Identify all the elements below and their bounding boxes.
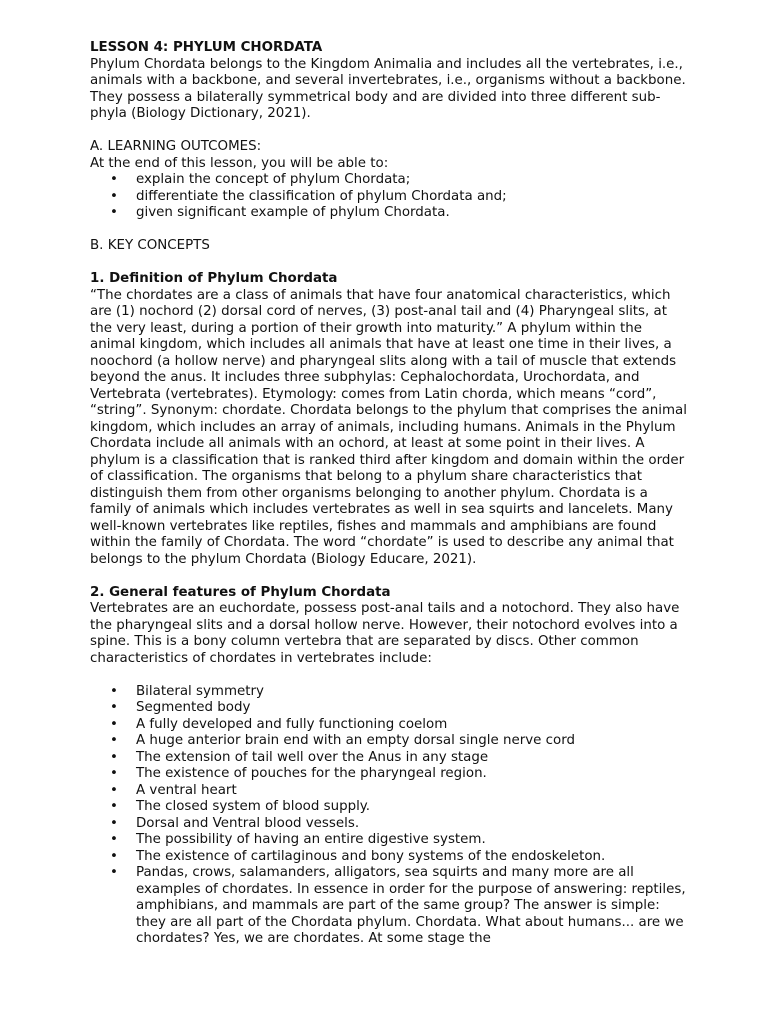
list-item-text: The existence of cartilaginous and bony systems of the endoskeleton. xyxy=(136,848,606,864)
spacer xyxy=(90,667,690,684)
bullet-icon: • xyxy=(110,766,118,781)
list-item-text: A ventral heart xyxy=(136,782,237,798)
general-features-paragraph: Vertebrates are an euchordate, possess post-anal tails and a notochord. They also have the pharyngeal slits and a dorsal hollow nerve. However, their notochord evolves into a spine. This is a bony column vertebra that are separated by discs. Other common characteristics of chordates in vertebrates include: xyxy=(90,601,680,666)
list-item xyxy=(90,733,690,750)
document-page xyxy=(90,40,690,948)
list-item-text: Dorsal and Ventral blood vessels. xyxy=(136,815,360,831)
list-item-text: The possibility of having an entire digestive system. xyxy=(136,832,486,847)
list-item xyxy=(90,816,690,833)
bullet-icon: • xyxy=(110,716,118,732)
definition-paragraph: “The chordates are a class of animals that have four anatomical characteristics, which are (1) nochord (2) dorsal cord of nerves, (3) post-anal tail and (4) Pharyngeal slits, at the very least, during a portion of their growth into maturity.” A phylum within the animal kingdom, which includes all animals that have at least one time in their lives, a noochord (a hollow nerve) and pharyngeal slits along with a tail of muscle that extends beyond the anus. It includes three subphylas: Cephalochordata, Urochordata, and Vertebrata (vertebrates). Etymology: comes from Latin chorda, which means “cord”, “string”. Synonym: chordate. Chordata belongs to the phylum that comprises the animal kingdom, which includes an array of animals, including humans. Animals in the Phylum Chordata include all animals with an ochord, at least at some point in their lives. A phylum is a classification that is ranked third after kingdom and domain within the order of classification. The organisms that belong to a phylum share characteristics that distinguish them from other organisms belonging to another phylum. Chordata is a family of animals which includes vertebrates as well in sea squirts and lancelets. Many well-known vertebrates like reptiles, fishes and mammals and amphibians are found within the family of Chordata. The word “chordate” is used to describe any animal that belongs to the phylum Chordata (Biology Educare, 2021). xyxy=(90,287,687,567)
definition-heading: 1. Definition of Phylum Chordata xyxy=(90,271,338,286)
bullet-icon: • xyxy=(110,749,118,765)
general-features-list xyxy=(90,684,690,948)
intro-paragraph: Phylum Chordata belongs to the Kingdom Animalia and includes all the vertebrates, i.e., animals with a backbone, and several invertebrates, i.e., organisms without a backbone. They possess a bilaterally symmetrical body and are divided into three different sub-phyla (Biology Dictionary, 2021). xyxy=(90,56,686,121)
list-item-text: Segmented body xyxy=(136,700,251,715)
list-item xyxy=(90,189,690,206)
learning-outcomes-list xyxy=(90,172,690,222)
list-item xyxy=(90,700,690,717)
bullet-icon: • xyxy=(110,865,118,880)
list-item xyxy=(90,832,690,849)
list-item-text: A huge anterior brain end with an empty dorsal single nerve cord xyxy=(136,733,575,748)
list-item xyxy=(90,849,690,866)
bullet-icon: • xyxy=(110,205,118,220)
list-item-text: differentiate the classification of phylum Chordata and; xyxy=(136,188,507,204)
list-item xyxy=(90,766,690,783)
list-item xyxy=(90,783,690,800)
list-item-text: Bilateral symmetry xyxy=(136,683,264,699)
list-item xyxy=(90,717,690,734)
list-item xyxy=(90,799,690,816)
bullet-icon: • xyxy=(110,782,118,798)
spacer xyxy=(90,568,690,585)
bullet-icon: • xyxy=(110,799,118,814)
list-item-text: Pandas, crows, salamanders, alligators, sea squirts and many more are all examples of chordates. In essence in order for the purpose of answering: reptiles, amphibians, and mammals are part of the same group? The answer is simple: they are all part of the Chordata phylum. Chordata. What about humans... are we chordates? Yes, we are chordates. At some stage the xyxy=(136,865,686,946)
bullet-icon: • xyxy=(110,733,118,748)
list-item-text: The extension of tail well over the Anus in any stage xyxy=(136,749,489,765)
bullet-icon: • xyxy=(110,683,118,699)
bullet-icon: • xyxy=(110,848,118,864)
learning-outcomes-lead: At the end of this lesson, you will be able to: xyxy=(90,155,389,171)
list-item-text: given significant example of phylum Chordata. xyxy=(136,205,450,220)
learning-outcomes-heading: A. LEARNING OUTCOMES: xyxy=(90,139,262,154)
list-item xyxy=(90,205,690,222)
spacer xyxy=(90,123,690,140)
list-item-text: The existence of pouches for the pharyngeal region. xyxy=(136,766,487,781)
bullet-icon: • xyxy=(110,832,118,847)
list-item xyxy=(90,750,690,767)
list-item-text: A fully developed and fully functioning coelom xyxy=(136,716,448,732)
key-concepts-heading: B. KEY CONCEPTS xyxy=(90,238,210,253)
list-item xyxy=(90,172,690,189)
list-item-text: The closed system of blood supply. xyxy=(136,799,371,814)
general-features-heading: 2. General features of Phylum Chordata xyxy=(90,584,391,600)
bullet-icon: • xyxy=(110,188,118,204)
bullet-icon: • xyxy=(110,172,118,187)
list-item-text: explain the concept of phylum Chordata; xyxy=(136,172,411,187)
spacer xyxy=(90,222,690,239)
list-item xyxy=(90,865,690,948)
lesson-title: LESSON 4: PHYLUM CHORDATA xyxy=(90,40,323,55)
bullet-icon: • xyxy=(110,700,118,715)
bullet-icon: • xyxy=(110,815,118,831)
list-item xyxy=(90,684,690,701)
spacer xyxy=(90,255,690,272)
